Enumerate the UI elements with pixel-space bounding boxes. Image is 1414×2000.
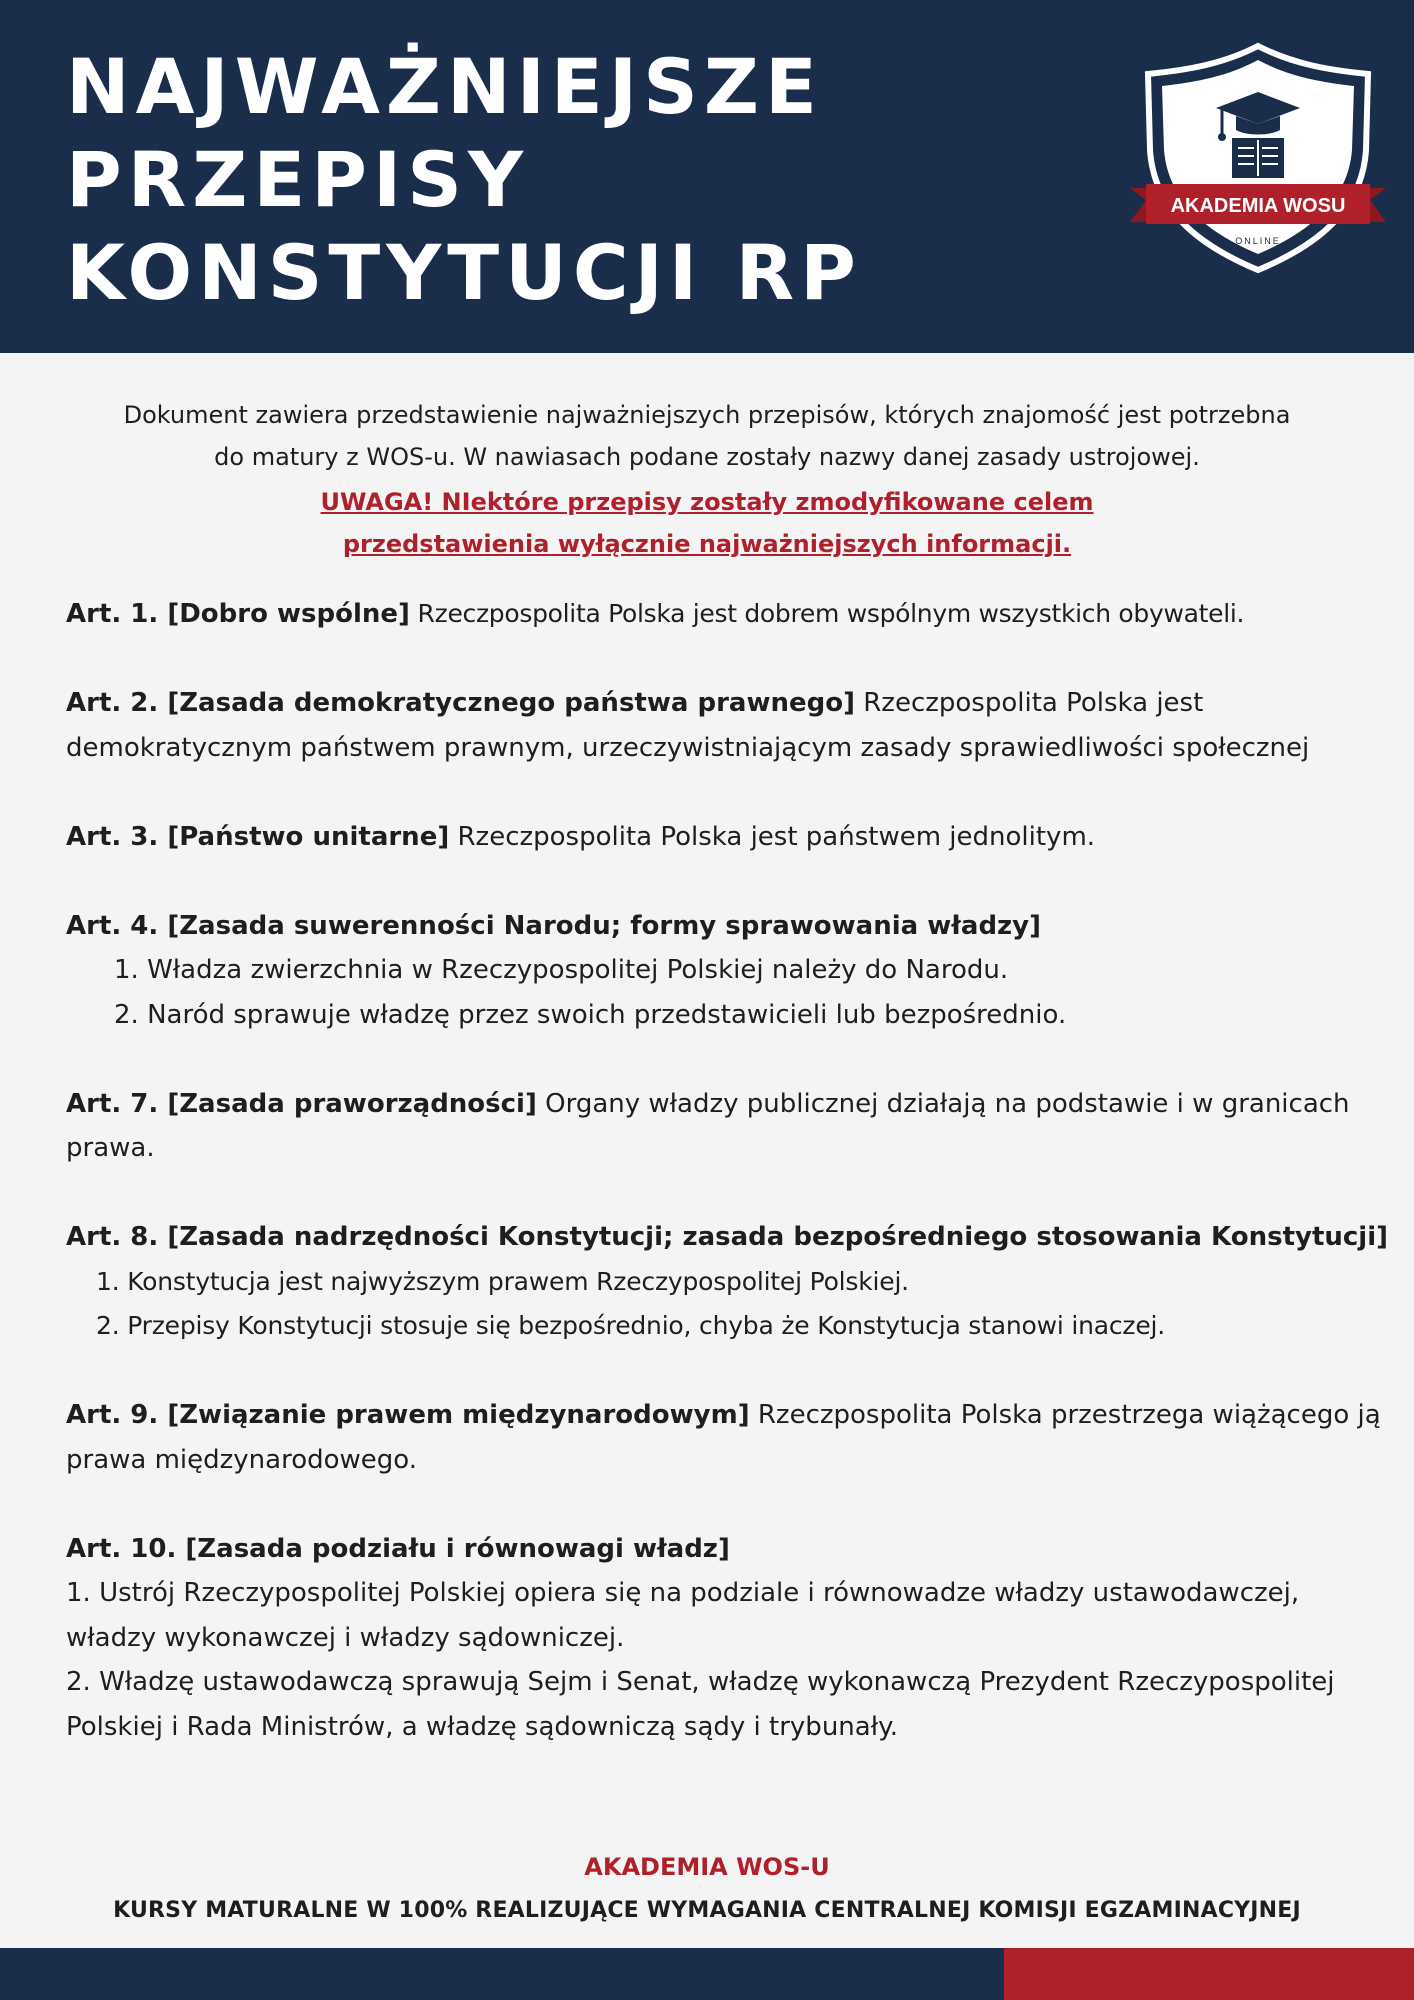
article-heading: Art. 9. [Związanie prawem międzynarodowym] <box>66 1400 750 1430</box>
article-9 <box>66 1393 1396 1482</box>
warning-line-1: UWAGA! NIektóre przepisy zostały zmodyfikowane celem <box>320 488 1094 516</box>
intro-text <box>40 394 1374 478</box>
warning-note <box>200 481 1214 565</box>
article-7 <box>66 1082 1396 1171</box>
title-line-2: PRZEPISY <box>66 135 529 224</box>
page-title <box>66 40 862 319</box>
footer-bar-navy <box>0 1948 1004 2000</box>
article-heading: Art. 10. [Zasada podziału i równowagi władz] <box>66 1533 730 1564</box>
article-8 <box>66 1215 1396 1349</box>
article-heading: Art. 1. [Dobro wspólne] <box>66 599 410 629</box>
article-2 <box>66 681 1396 770</box>
book-icon <box>1232 138 1284 178</box>
article-3 <box>66 815 1396 860</box>
article-item: 1. Konstytucja jest najwyższym prawem Rzeczypospolitej Polskiej. <box>96 1266 909 1296</box>
article-10 <box>66 1527 1396 1750</box>
svg-text:ONLINE: ONLINE <box>1235 236 1281 246</box>
footer-bar-red <box>1004 1948 1414 2000</box>
article-heading: Art. 4. [Zasada suwerenności Narodu; formy sprawowania władzy] <box>66 910 1042 941</box>
akademia-wosu-logo <box>1128 40 1388 276</box>
article-item: 2. Naród sprawuje władzę przez swoich przedstawicieli lub bezpośrednio. <box>114 999 1067 1030</box>
article-item: 2. Władzę ustawodawczą sprawują Sejm i Senat, władzę wykonawczą Prezydent Rzeczypospolitej Polskiej i Rada Ministrów, a władzę sądowniczą sądy i trybunały. <box>66 1667 1335 1742</box>
article-heading: Art. 8. [Zasada nadrzędności Konstytucji; zasada bezpośredniego stosowania Konstytucji] <box>66 1222 1389 1252</box>
svg-text:AKADEMIA WOSU: AKADEMIA WOSU <box>1170 195 1346 217</box>
articles-list <box>66 592 1396 1794</box>
article-heading: Art. 3. [Państwo unitarne] <box>66 821 450 852</box>
article-body: Organy władzy publicznej działają na podstawie i w granicach prawa. <box>66 1088 1350 1163</box>
article-heading: Art. 7. [Zasada praworządności] <box>66 1088 537 1119</box>
title-line-3: KONSTYTUCJI RP <box>66 228 862 317</box>
article-heading: Art. 2. [Zasada demokratycznego państwa prawnego] <box>66 688 855 718</box>
article-4 <box>66 904 1396 1038</box>
intro-line-1: Dokument zawiera przedstawienie najważniejszych przepisów, których znajomość jest potrzebna <box>123 401 1291 429</box>
footer-organization: AKADEMIA WOS-U <box>584 1853 830 1881</box>
article-item: 1. Ustrój Rzeczypospolitej Polskiej opiera się na podziale i równowadze władzy ustawodawczej, władzy wykonawczej i władzy sądowniczej. <box>66 1578 1300 1653</box>
article-body: Rzeczpospolita Polska przestrzega wiążącego ją prawa międzynarodowego. <box>66 1400 1381 1475</box>
title-line-1: NAJWAŻNIEJSZE <box>66 42 823 131</box>
article-body: Rzeczpospolita Polska jest dobrem wspólnym wszystkich obywateli. <box>409 599 1245 628</box>
article-body: Rzeczpospolita Polska jest państwem jednolitym. <box>449 821 1096 852</box>
article-item: 1. Władza zwierzchnia w Rzeczypospolitej Polskiej należy do Narodu. <box>114 955 1009 985</box>
header-banner <box>0 0 1414 353</box>
article-body: Rzeczpospolita Polska jest demokratycznym państwem prawnym, urzeczywistniającym zasady sprawiedliwości społecznej <box>66 688 1310 763</box>
article-item: 2. Przepisy Konstytucji stosuje się bezpośrednio, chyba że Konstytucja stanowi inaczej. <box>96 1311 1165 1340</box>
article-1 <box>66 592 1396 637</box>
footer-tagline: KURSY MATURALNE W 100% REALIZUJĄCE WYMAGANIA CENTRALNEJ KOMISJI EGZAMINACYJNEJ <box>113 1898 1301 1923</box>
intro-line-2: do matury z WOS-u. W nawiasach podane zostały nazwy danej zasady ustrojowej. <box>214 443 1200 471</box>
warning-line-2: przedstawienia wyłącznie najważniejszych informacji. <box>342 530 1072 558</box>
